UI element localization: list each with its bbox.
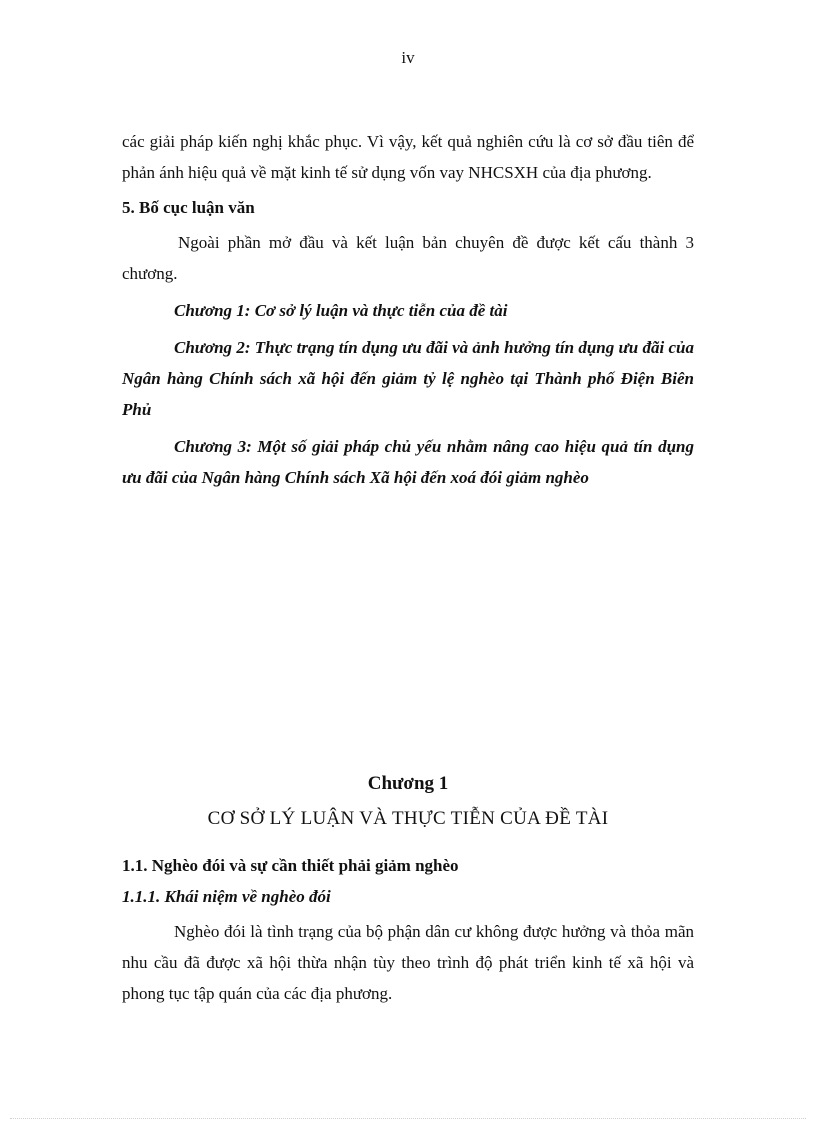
body-paragraph: Nghèo đói là tình trạng của bộ phận dân cư không được hưởng và thỏa mãn nhu cầu đã được xã hội thừa nhận tùy theo trình độ phát triển kinh tế xã hội và phong tục tập quán của các địa phương. [122, 922, 694, 1003]
page-bottom-divider [10, 1118, 806, 1119]
upper-text-block [122, 126, 694, 493]
intro-paragraph: các giải pháp kiến nghị khắc phục. Vì vậy, kết quả nghiên cứu là cơ sở đầu tiên để phản ánh hiệu quả về mặt kinh tế sử dụng vốn vay NHCSXH của địa phương. [122, 132, 694, 182]
structure-intro-paragraph: Ngoài phần mở đầu và kết luận bản chuyên đề được kết cấu thành 3 chương. [122, 233, 694, 283]
lower-text-block [122, 850, 694, 1009]
chapter-list-item-2: Chương 2: Thực trạng tín dụng ưu đãi và ảnh hưởng tín dụng ưu đãi của Ngân hàng Chính sách xã hội đến giảm tỷ lệ nghèo tại Thành phố Điện Biên Phủ [122, 338, 694, 419]
chapter-title: Chương 1 [367, 773, 449, 794]
subsection-heading: 1.1.1. Khái niệm về nghèo đói [122, 887, 331, 906]
chapter-list-item-3: Chương 3: Một số giải pháp chủ yếu nhằm nâng cao hiệu quả tín dụng ưu đãi của Ngân hàng Chính sách Xã hội đến xoá đói giảm nghèo [122, 437, 694, 487]
section-heading: 1.1. Nghèo đói và sự cần thiết phải giảm nghèo [122, 856, 459, 875]
structure-heading: 5. Bố cục luận văn [122, 198, 255, 217]
chapter-subtitle: CƠ SỞ LÝ LUẬN VÀ THỰC TIỄN CỦA ĐỀ TÀI [207, 808, 609, 829]
chapter-list-item-1: Chương 1: Cơ sở lý luận và thực tiễn của đề tài [174, 301, 508, 320]
page-number: iv [401, 48, 415, 67]
